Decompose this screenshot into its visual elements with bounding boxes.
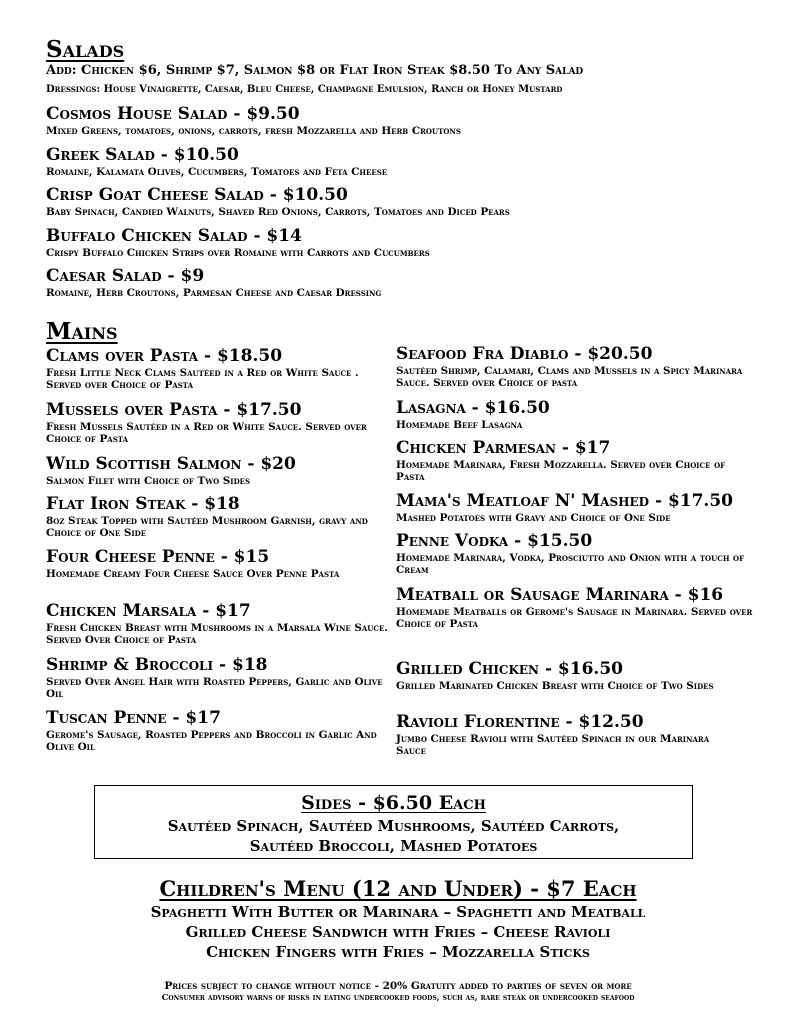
main-item-name: Penne Vodka - $15.50 bbox=[396, 531, 593, 551]
main-item-desc: Fresh Little Neck Clams Sautéed in a Red or White Sauce . Served over Choice of Pasta bbox=[46, 367, 359, 391]
salad-dressings-note: Dressings: House Vinaigrette, Caesar, Bleu Cheese, Champagne Emulsion, Ranch or Honey Mustard bbox=[46, 84, 563, 95]
main-item-desc: Fresh Mussels Sautéed in a Red or White Sauce. Served over Choice of Pasta bbox=[46, 421, 367, 445]
main-item-name: Four Cheese Penne - $15 bbox=[46, 547, 270, 567]
main-item-desc: Mashed Potatoes with Gravy and Choice of One Side bbox=[396, 512, 671, 524]
main-item bbox=[396, 659, 716, 692]
main-item-name: Shrimp & Broccoli - $18 bbox=[46, 655, 268, 675]
salad-item-desc: Crispy Buffalo Chicken Strips over Romaine with Carrots and Cucumbers bbox=[46, 247, 430, 259]
main-item-desc: 8oz Steak Topped with Sautéed Mushroom Garnish, gravy and Choice of One Side bbox=[46, 515, 368, 539]
salad-item-name: Crisp Goat Cheese Salad - $10.50 bbox=[46, 185, 348, 205]
main-item-name: Flat Iron Steak - $18 bbox=[46, 494, 240, 514]
main-item-desc: Salmon Filet with Choice of Two Sides bbox=[46, 475, 251, 487]
childrens-menu-line: Chicken Fingers with Fries – Mozzarella Sticks bbox=[206, 943, 590, 961]
main-item bbox=[46, 400, 391, 445]
main-item-desc: Homemade Marinara, Fresh Mozzarella. Served over Choice of Pasta bbox=[396, 459, 726, 483]
pricing-note: Prices subject to change without notice - 20% Gratuity added to parties of seven or more bbox=[164, 980, 632, 992]
footer bbox=[0, 980, 796, 1004]
main-item bbox=[46, 494, 391, 539]
main-item-name: Mussels over Pasta - $17.50 bbox=[46, 400, 302, 420]
main-item-name: Clams over Pasta - $18.50 bbox=[46, 346, 283, 366]
main-item-name: Wild Scottish Salmon - $20 bbox=[46, 454, 296, 474]
main-item-name: Grilled Chicken - $16.50 bbox=[396, 659, 623, 679]
main-item bbox=[46, 708, 391, 753]
main-item-desc: Served Over Angel Hair with Roasted Peppers, Garlic and Olive Oil bbox=[46, 676, 383, 700]
main-item bbox=[396, 712, 736, 757]
childrens-menu bbox=[0, 876, 796, 962]
childrens-menu-line: Grilled Cheese Sandwich with Fries – Cheese Ravioli bbox=[185, 923, 611, 941]
salad-item-name: Cosmos House Salad - $9.50 bbox=[46, 104, 300, 124]
salad-item-name: Buffalo Chicken Salad - $14 bbox=[46, 226, 302, 246]
childrens-menu-line: Spaghetti With Butter or Marinara – Spaghetti and Meatball bbox=[150, 903, 646, 921]
salad-item bbox=[46, 226, 766, 259]
main-item-desc: Homemade Beef Lasagna bbox=[396, 419, 523, 431]
salad-item-desc: Romaine, Kalamata Olives, Cucumbers, Tomatoes and Feta Cheese bbox=[46, 166, 388, 178]
main-item bbox=[396, 344, 756, 389]
salad-item-name: Caesar Salad - $9 bbox=[46, 266, 205, 286]
salad-item-desc: Romaine, Herb Croutons, Parmesan Cheese and Caesar Dressing bbox=[46, 287, 382, 299]
main-item-desc: Homemade Meatballs or Gerome's Sausage in Marinara. Served over Choice of Pasta bbox=[396, 606, 753, 630]
sides-list-line-1: Sautéed Spinach, Sautéed Mushrooms, Sautéed Carrots, bbox=[167, 817, 620, 835]
main-item bbox=[396, 585, 756, 630]
consumer-advisory: Consumer advisory warns of risks in eating undercooked foods, such as, rare steak or undercooked seafood bbox=[161, 993, 635, 1003]
main-item-desc: Homemade Creamy Four Cheese Sauce Over Penne Pasta bbox=[46, 568, 340, 580]
main-item bbox=[396, 491, 756, 524]
main-item bbox=[46, 547, 391, 580]
main-item-name: Chicken Parmesan - $17 bbox=[396, 438, 611, 458]
salad-item-desc: Baby Spinach, Candied Walnuts, Shaved Red Onions, Carrots, Tomatoes and Diced Pears bbox=[46, 206, 510, 218]
main-item bbox=[396, 531, 756, 576]
main-item-desc: Jumbo Cheese Ravioli with Sautéed Spinach in our Marinara Sauce bbox=[396, 733, 710, 757]
main-item-name: Ravioli Florentine - $12.50 bbox=[396, 712, 644, 732]
main-item-desc: Fresh Chicken Breast with Mushrooms in a Marsala Wine Sauce. Served Over Choice of Pasta bbox=[46, 622, 388, 646]
main-item-name: Lasagna - $16.50 bbox=[396, 398, 550, 418]
main-item bbox=[396, 438, 756, 483]
mains-heading: Mains bbox=[46, 318, 118, 345]
salad-add-note: Add: Chicken $6, Shrimp $7, Salmon $8 or Flat Iron Steak $8.50 To Any Salad bbox=[46, 63, 584, 78]
salad-item bbox=[46, 104, 766, 137]
main-item-name: Mama's Meatloaf N' Mashed - $17.50 bbox=[396, 491, 733, 511]
main-item-desc: Gerome's Sausage, Roasted Peppers and Broccoli in Garlic And Olive Oil bbox=[46, 729, 377, 753]
main-item-desc: Sautéed Shrimp, Calamari, Clams and Mussels in a Spicy Marinara Sauce. Served over Choice of pasta bbox=[396, 365, 743, 389]
salads-heading: Salads bbox=[46, 36, 125, 63]
main-item-desc: Homemade Marinara, Vodka, Prosciutto and Onion with a touch of Cream bbox=[396, 552, 745, 576]
salad-item bbox=[46, 266, 766, 299]
main-item-name: Meatball or Sausage Marinara - $16 bbox=[396, 585, 724, 605]
sides-list-line-2: Sautéed Broccoli, Mashed Potatoes bbox=[249, 837, 538, 855]
salad-item bbox=[46, 185, 766, 218]
main-item-desc: Grilled Marinated Chicken Breast with Choice of Two Sides bbox=[396, 680, 714, 692]
salad-item-desc: Mixed Greens, tomatoes, onions, carrots, fresh Mozzarella and Herb Croutons bbox=[46, 125, 461, 137]
main-item bbox=[46, 601, 391, 646]
main-item-name: Seafood Fra Diablo - $20.50 bbox=[396, 344, 653, 364]
main-item bbox=[46, 346, 391, 391]
salad-item bbox=[46, 145, 766, 178]
childrens-menu-heading: Children's Menu (12 and Under) - $7 Each bbox=[159, 876, 637, 901]
main-item-name: Chicken Marsala - $17 bbox=[46, 601, 251, 621]
main-item bbox=[396, 398, 756, 431]
salad-item-name: Greek Salad - $10.50 bbox=[46, 145, 239, 165]
main-item bbox=[46, 454, 391, 487]
sides-heading: Sides - $6.50 Each bbox=[301, 792, 486, 814]
main-item bbox=[46, 655, 391, 700]
sides-box bbox=[94, 785, 693, 859]
main-item-name: Tuscan Penne - $17 bbox=[46, 708, 221, 728]
